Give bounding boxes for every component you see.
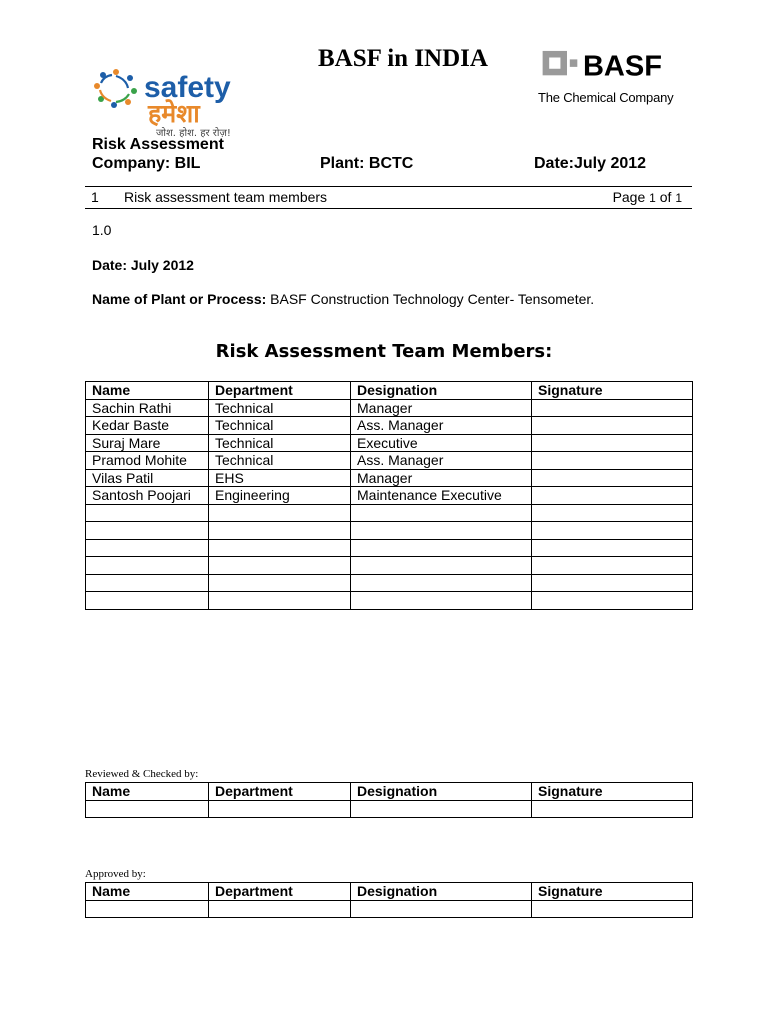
cell-name bbox=[86, 504, 209, 522]
cell-department: Technical bbox=[209, 417, 351, 435]
cell-name: Suraj Mare bbox=[86, 434, 209, 452]
cell-designation bbox=[351, 800, 532, 818]
cell-department bbox=[209, 557, 351, 575]
cell-department bbox=[209, 592, 351, 610]
approval-table bbox=[85, 882, 693, 918]
cell-signature[interactable] bbox=[532, 487, 693, 505]
review-table bbox=[85, 782, 693, 818]
column-header-signature: Signature bbox=[532, 382, 693, 400]
cell-department: Technical bbox=[209, 399, 351, 417]
company-field: Company: BIL bbox=[92, 155, 201, 172]
approval-caption: Approved by: bbox=[85, 868, 146, 880]
column-header-department: Department bbox=[209, 883, 351, 901]
table-header-row bbox=[86, 883, 693, 901]
cell-department: Technical bbox=[209, 434, 351, 452]
column-header-designation: Designation bbox=[351, 783, 532, 801]
column-header-department: Department bbox=[209, 783, 351, 801]
cell-designation: Executive bbox=[351, 434, 532, 452]
header-info-row bbox=[92, 155, 692, 175]
review-caption: Reviewed & Checked by: bbox=[85, 768, 199, 780]
table-row bbox=[86, 900, 693, 918]
safety-ring-icon bbox=[92, 66, 282, 140]
cell-designation: Maintenance Executive bbox=[351, 487, 532, 505]
risk-assessment-label: Risk Assessment bbox=[92, 136, 224, 153]
cell-department bbox=[209, 800, 351, 818]
cell-name bbox=[86, 574, 209, 592]
cell-signature[interactable] bbox=[532, 574, 693, 592]
section-header-bar bbox=[85, 186, 692, 209]
column-header-signature: Signature bbox=[532, 783, 693, 801]
team-heading: Risk Assessment Team Members: bbox=[215, 341, 553, 362]
cell-designation bbox=[351, 900, 532, 918]
page-prefix: Page bbox=[612, 189, 650, 205]
cell-designation: Ass. Manager bbox=[351, 417, 532, 435]
table-row bbox=[86, 399, 693, 417]
cell-name: Santosh Poojari bbox=[86, 487, 209, 505]
plant-process-value: BASF Construction Technology Center- Tensometer. bbox=[266, 291, 595, 307]
plant-process-label: Name of Plant or Process: bbox=[92, 291, 267, 307]
cell-name bbox=[86, 900, 209, 918]
cell-department: EHS bbox=[209, 469, 351, 487]
cell-department bbox=[209, 539, 351, 557]
cell-name: Sachin Rathi bbox=[86, 399, 209, 417]
cell-name bbox=[86, 592, 209, 610]
table-row bbox=[86, 522, 693, 540]
cell-signature[interactable] bbox=[532, 800, 693, 818]
column-header-department: Department bbox=[209, 382, 351, 400]
column-header-name: Name bbox=[86, 783, 209, 801]
cell-designation bbox=[351, 522, 532, 540]
safety-logo bbox=[92, 66, 282, 140]
cell-designation bbox=[351, 539, 532, 557]
cell-name: Kedar Baste bbox=[86, 417, 209, 435]
table-row bbox=[86, 504, 693, 522]
cell-department bbox=[209, 522, 351, 540]
cell-department bbox=[209, 504, 351, 522]
cell-designation: Ass. Manager bbox=[351, 452, 532, 470]
cell-department bbox=[209, 900, 351, 918]
cell-designation: Manager bbox=[351, 469, 532, 487]
date-field: Date:July 2012 bbox=[534, 155, 647, 172]
column-header-name: Name bbox=[86, 883, 209, 901]
cell-name bbox=[86, 557, 209, 575]
cell-department: Engineering bbox=[209, 487, 351, 505]
cell-signature[interactable] bbox=[532, 539, 693, 557]
table-row bbox=[86, 592, 693, 610]
basf-tagline: The Chemical Company bbox=[538, 90, 674, 105]
review-table-body bbox=[86, 800, 693, 818]
cell-name bbox=[86, 800, 209, 818]
cell-designation bbox=[351, 504, 532, 522]
cell-department bbox=[209, 574, 351, 592]
approval-table-body bbox=[86, 900, 693, 918]
cell-signature[interactable] bbox=[532, 900, 693, 918]
basf-wordmark: BASF bbox=[582, 50, 663, 80]
cell-signature[interactable] bbox=[532, 522, 693, 540]
cell-designation bbox=[351, 574, 532, 592]
section-number: 1 bbox=[91, 189, 99, 205]
people-ring-icon bbox=[94, 69, 137, 108]
document-title: BASF in INDIA bbox=[318, 45, 488, 72]
table-row bbox=[86, 417, 693, 435]
cell-signature[interactable] bbox=[532, 417, 693, 435]
plant-process-line bbox=[92, 291, 594, 307]
column-header-name: Name bbox=[86, 382, 209, 400]
basf-logo bbox=[537, 48, 687, 108]
cell-name bbox=[86, 522, 209, 540]
table-header-row bbox=[86, 783, 693, 801]
safety-hindi-word: हमेशा bbox=[148, 99, 200, 128]
table-row bbox=[86, 800, 693, 818]
section-title: Risk assessment team members bbox=[124, 189, 328, 205]
cell-signature[interactable] bbox=[532, 557, 693, 575]
page-of: of bbox=[655, 189, 676, 205]
team-members-table bbox=[85, 381, 693, 610]
table-row bbox=[86, 487, 693, 505]
cell-designation: Manager bbox=[351, 399, 532, 417]
plant-field: Plant: BCTC bbox=[320, 155, 414, 172]
cell-name: Pramod Mohite bbox=[86, 452, 209, 470]
page-number: 1 bbox=[649, 191, 656, 205]
table-row bbox=[86, 452, 693, 470]
page-total: 1 bbox=[675, 191, 682, 205]
table-row bbox=[86, 557, 693, 575]
column-header-signature: Signature bbox=[532, 883, 693, 901]
table-row bbox=[86, 434, 693, 452]
column-header-designation: Designation bbox=[351, 883, 532, 901]
cell-signature[interactable] bbox=[532, 592, 693, 610]
safety-slogan: जोश. होश. हर रोज़! bbox=[156, 128, 231, 139]
safety-word: safety bbox=[144, 71, 231, 104]
table-header-row bbox=[86, 382, 693, 400]
cell-designation bbox=[351, 557, 532, 575]
cell-designation bbox=[351, 592, 532, 610]
column-header-designation: Designation bbox=[351, 382, 532, 400]
table-row bbox=[86, 469, 693, 487]
table-row bbox=[86, 539, 693, 557]
table-row bbox=[86, 574, 693, 592]
date-line: Date: July 2012 bbox=[92, 257, 194, 273]
cell-signature[interactable] bbox=[532, 452, 693, 470]
cell-name bbox=[86, 539, 209, 557]
cell-signature[interactable] bbox=[532, 434, 693, 452]
team-table-body bbox=[86, 399, 693, 609]
cell-signature[interactable] bbox=[532, 504, 693, 522]
basf-wordmark-icon bbox=[537, 50, 687, 80]
version-number: 1.0 bbox=[92, 222, 112, 238]
cell-signature[interactable] bbox=[532, 399, 693, 417]
cell-signature[interactable] bbox=[532, 469, 693, 487]
cell-department: Technical bbox=[209, 452, 351, 470]
cell-name: Vilas Patil bbox=[86, 469, 209, 487]
page-indicator bbox=[613, 189, 682, 205]
